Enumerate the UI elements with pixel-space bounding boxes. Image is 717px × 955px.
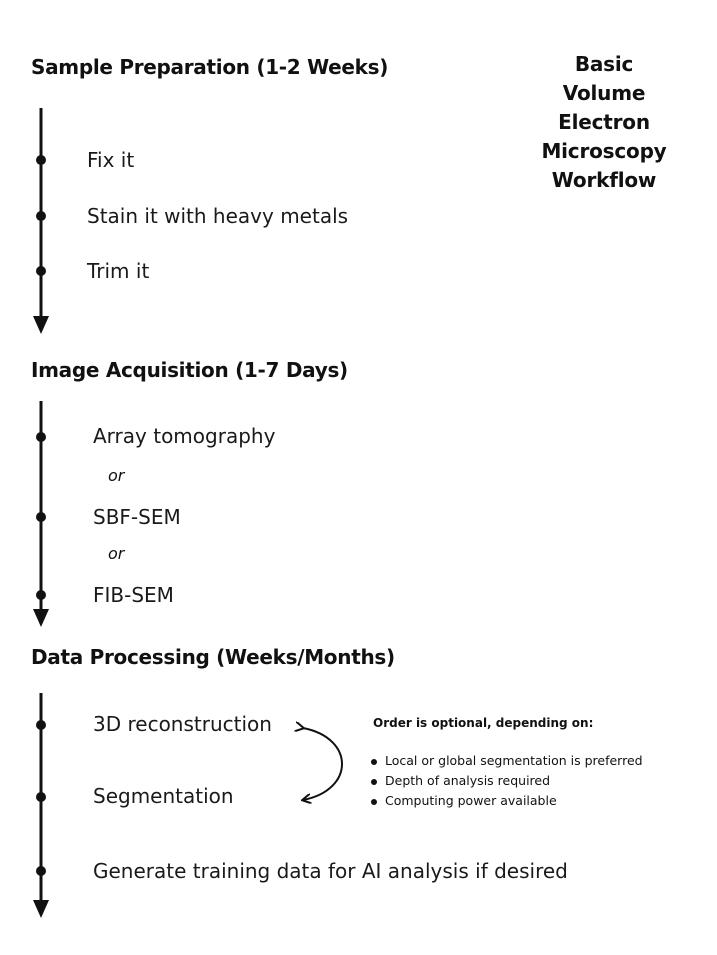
section-heading-sample-preparation: Sample Preparation (1-2 Weeks) [31, 55, 389, 79]
bullet-icon [371, 779, 377, 785]
diagram-title [530, 50, 678, 195]
curved-double-arrow [303, 728, 342, 800]
bullet-icon [371, 799, 377, 805]
connector-or: or [108, 466, 125, 485]
step-generate-training-data: Generate training data for AI analysis if desired [93, 859, 568, 883]
note-item: Depth of analysis required [385, 773, 551, 788]
step-fix: Fix it [87, 148, 135, 172]
timeline-dot [36, 432, 46, 442]
step-trim: Trim it [87, 259, 150, 283]
connector-or: or [108, 544, 125, 563]
section-heading-image-acquisition: Image Acquisition (1-7 Days) [31, 358, 348, 382]
timeline-dot [36, 720, 46, 730]
timeline-dot [36, 266, 46, 276]
title-line: Volume [562, 81, 646, 105]
title-line: Microscopy [541, 139, 667, 163]
timeline-dot [36, 211, 46, 221]
title-line: Electron [558, 110, 650, 134]
step-fib-sem: FIB-SEM [93, 583, 174, 607]
step-sbf-sem: SBF-SEM [93, 505, 181, 529]
title-line: Basic [574, 52, 634, 76]
timeline-dot [36, 866, 46, 876]
title-line: Workflow [551, 168, 657, 192]
step-segmentation: Segmentation [93, 784, 234, 808]
step-array-tomography: Array tomography [93, 424, 276, 448]
timeline-dot [36, 792, 46, 802]
section-heading-data-processing: Data Processing (Weeks/Months) [31, 645, 395, 669]
step-stain: Stain it with heavy metals [87, 204, 349, 228]
timeline-dot [36, 155, 46, 165]
note-title: Order is optional, depending on: [373, 716, 594, 730]
step-3d-reconstruction: 3D reconstruction [93, 712, 272, 736]
note-item: Local or global segmentation is preferred [385, 753, 643, 768]
timeline-dot [36, 512, 46, 522]
note-item: Computing power available [385, 793, 557, 808]
bullet-icon [371, 759, 377, 765]
timeline-dot [36, 590, 46, 600]
